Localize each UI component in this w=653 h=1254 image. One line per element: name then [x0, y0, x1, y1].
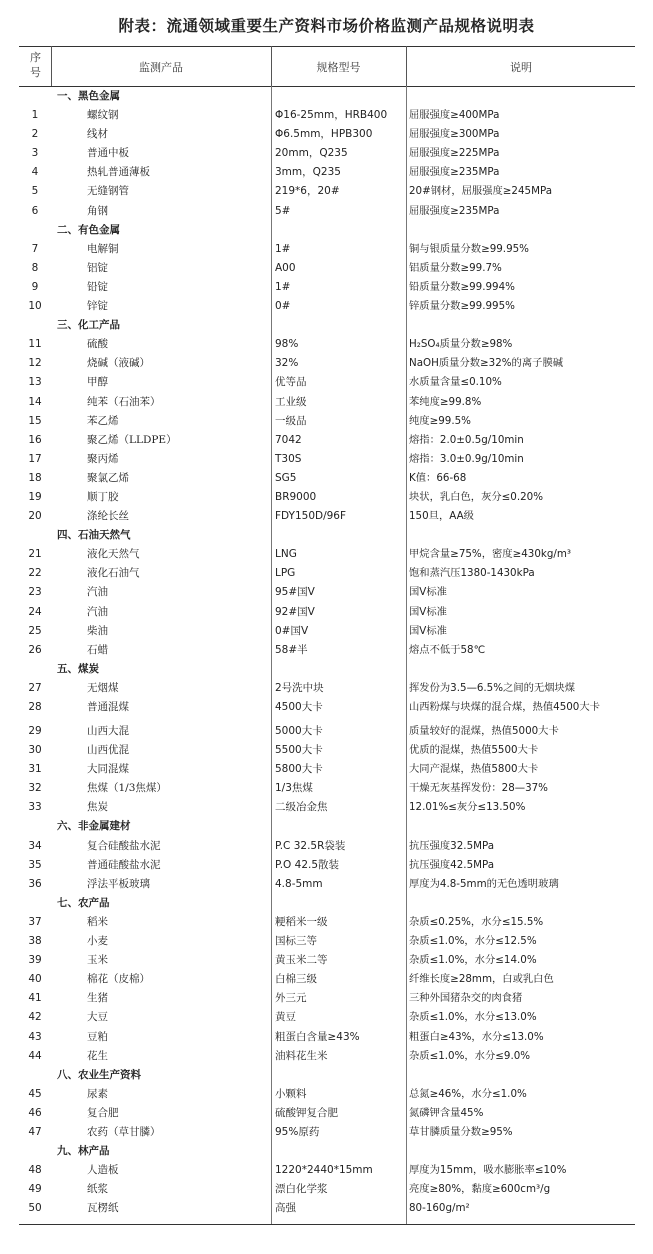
product-name: 石蜡	[87, 643, 108, 656]
spec-value: 1/3焦煤	[275, 782, 313, 795]
spec-value: 20mm，Q235	[275, 147, 348, 160]
description: 熔指：2.0±0.5g/10min	[409, 433, 524, 446]
description: 山西粉煤与块煤的混合煤，热值4500大卡	[409, 701, 600, 713]
table-row	[19, 1085, 635, 1104]
spec-value: 58#半	[275, 643, 308, 656]
table-row	[19, 989, 635, 1008]
row-number: 15	[28, 414, 42, 427]
row-number: 47	[28, 1125, 42, 1138]
row-number: 29	[28, 725, 42, 737]
description: 纤维长度≥28mm，白或乳白色	[409, 973, 554, 986]
product-name: 浮法平板玻璃	[87, 877, 150, 890]
spec-value: 黄豆	[275, 1011, 296, 1024]
product-name: 普通硅酸盐水泥	[87, 858, 161, 871]
category-label: 九、林产品	[57, 1145, 110, 1158]
product-name: 甲醇	[87, 376, 108, 389]
row-number: 19	[28, 490, 42, 503]
spec-value: 4500大卡	[275, 701, 323, 713]
table-row	[19, 240, 635, 259]
table-row	[19, 679, 635, 698]
table-bottom-rule	[19, 1224, 635, 1225]
header-product: 监测产品	[139, 61, 183, 74]
table-row	[19, 354, 635, 373]
spec-value: P.C 32.5R袋装	[275, 839, 346, 852]
table-row	[19, 932, 635, 951]
table-row	[19, 837, 635, 856]
product-name: 聚丙烯	[87, 452, 119, 465]
description: 杂质≤1.0%，水分≤14.0%	[409, 954, 537, 967]
description: 总氮≥46%，水分≤1.0%	[409, 1087, 527, 1100]
description: 抗压强度42.5MPa	[409, 858, 495, 871]
spec-value: 1#	[275, 242, 291, 255]
row-number: 12	[28, 357, 42, 370]
product-name: 聚乙烯（LLDPE）	[87, 433, 177, 446]
row-number: 22	[28, 567, 42, 580]
product-name: 热轧普通薄板	[87, 166, 150, 179]
table-row	[19, 469, 635, 488]
product-name: 硫酸	[87, 338, 108, 351]
spec-value: 0#	[275, 300, 291, 313]
product-name: 液化天然气	[87, 548, 140, 561]
category-label: 三、化工产品	[57, 319, 120, 332]
product-name: 液化石油气	[87, 567, 140, 580]
table-row	[19, 779, 635, 798]
spec-value: 高强	[275, 1202, 296, 1215]
table-row	[19, 1123, 635, 1142]
spec-value: LNG	[275, 548, 297, 561]
header-number-line1: 序	[30, 51, 41, 64]
row-number: 41	[28, 992, 42, 1005]
description: 苯纯度≥99.8%	[409, 395, 482, 408]
row-number: 20	[28, 510, 42, 523]
product-name: 无烟煤	[87, 681, 119, 694]
description: 抗压强度32.5MPa	[409, 839, 495, 852]
header-spec: 规格型号	[316, 61, 361, 74]
product-name: 涤纶长丝	[87, 510, 129, 523]
description: 大同产混煤，热值5800大卡	[409, 763, 539, 776]
row-number: 23	[28, 586, 42, 599]
product-name: 锌锭	[87, 300, 108, 313]
description: 干燥无灰基挥发份：28—37%	[409, 782, 548, 795]
spec-value: 95%原药	[275, 1125, 320, 1138]
product-name: 顺丁胶	[87, 490, 119, 503]
spec-value: 二级冶金焦	[275, 801, 328, 814]
description: 氮磷钾含量45%	[409, 1106, 484, 1119]
spec-value: 219*6，20#	[275, 185, 340, 198]
description: 熔点不低于58℃	[409, 643, 486, 656]
spec-value: BR9000	[275, 490, 317, 503]
row-number: 1	[31, 109, 39, 122]
table-row	[19, 856, 635, 875]
table-row	[19, 393, 635, 412]
spec-value: SG5	[275, 471, 297, 484]
row-number: 38	[28, 935, 42, 948]
product-name: 苯乙烯	[87, 414, 119, 427]
row-number: 13	[28, 376, 42, 389]
row-number: 35	[28, 858, 42, 871]
category-label: 七、农产品	[57, 896, 110, 909]
table-row	[19, 798, 635, 817]
category-row	[19, 1142, 635, 1161]
table-row	[19, 182, 635, 201]
description: 国Ⅴ标准	[409, 605, 447, 618]
product-name: 纯苯（石油苯）	[87, 395, 161, 408]
description: 铅质量分数≥99.994%	[409, 280, 515, 293]
description: NaOH质量分数≥32%的离子膜碱	[409, 357, 564, 370]
description: 挥发份为3.5—6.5%之间的无烟块煤	[409, 681, 576, 694]
spec-value: 32%	[275, 357, 299, 370]
spec-value: 0#国Ⅴ	[275, 624, 309, 637]
row-number: 7	[31, 242, 39, 255]
row-number: 42	[28, 1011, 42, 1024]
description: 优质的混煤，热值5500大卡	[409, 744, 539, 757]
description: 国Ⅴ标准	[409, 624, 447, 637]
product-name: 纸浆	[87, 1183, 108, 1196]
spec-value: 95#国Ⅴ	[275, 586, 315, 599]
description: 纯度≥99.5%	[409, 414, 471, 427]
category-row	[19, 894, 635, 913]
spec-value: Φ6.5mm，HPB300	[275, 128, 373, 141]
spec-value: 7042	[275, 433, 302, 446]
description: 熔指：3.0±0.9g/10min	[409, 452, 524, 465]
category-row	[19, 526, 635, 545]
category-row	[19, 1066, 635, 1085]
spec-value: 5500大卡	[275, 744, 323, 757]
product-name: 普通混煤	[87, 701, 129, 713]
category-row	[19, 660, 635, 679]
table-row	[19, 951, 635, 970]
row-number: 32	[28, 782, 42, 795]
description: 20#钢材，屈服强度≥245MPa	[409, 185, 553, 198]
description: 屈服强度≥300MPa	[409, 128, 500, 141]
description: 亮度≥80%，黏度≥600cm³/g	[409, 1183, 551, 1196]
spec-value: LPG	[275, 567, 296, 580]
row-number: 25	[28, 624, 42, 637]
product-name: 铝锭	[87, 261, 108, 274]
table-row	[19, 545, 635, 564]
product-name: 柴油	[87, 624, 108, 637]
description: K值：66-68	[409, 471, 467, 484]
row-number: 28	[28, 701, 42, 713]
product-name: 大同混煤	[87, 763, 129, 776]
description: 杂质≤1.0%，水分≤12.5%	[409, 935, 537, 948]
row-number: 45	[28, 1087, 42, 1100]
spec-value: 漂白化学浆	[275, 1183, 328, 1196]
table-row	[19, 297, 635, 316]
table-row	[19, 1047, 635, 1066]
row-number: 6	[31, 204, 39, 217]
description: 块状，乳白色，灰分≤0.20%	[409, 490, 544, 503]
product-name: 山西大混	[87, 725, 129, 737]
table-row	[19, 373, 635, 392]
product-name: 花生	[87, 1049, 108, 1062]
row-number: 34	[28, 839, 42, 852]
table-row	[19, 507, 635, 526]
description: 铜与银质量分数≥99.95%	[409, 242, 529, 255]
product-name: 大豆	[87, 1011, 108, 1024]
row-number: 33	[28, 801, 42, 814]
product-name: 普通中板	[87, 147, 129, 160]
header-number	[20, 50, 51, 80]
spec-value: 98%	[275, 338, 299, 351]
description: 杂质≤1.0%，水分≤13.0%	[409, 1011, 537, 1024]
spec-value: 工业级	[275, 395, 307, 408]
description: 杂质≤0.25%，水分≤15.5%	[409, 915, 544, 928]
spec-value: T30S	[275, 452, 302, 465]
row-number: 26	[28, 643, 42, 656]
row-number: 2	[31, 128, 39, 141]
product-name: 无缝钢管	[87, 185, 129, 198]
spec-value: Φ16-25mm，HRB400	[275, 109, 388, 122]
spec-value: 92#国Ⅴ	[275, 605, 315, 618]
table-row	[19, 431, 635, 450]
table-row	[19, 1104, 635, 1123]
spec-value: 5000大卡	[275, 725, 323, 737]
description: 水质量含量≤0.10%	[409, 376, 502, 389]
category-label: 二、有色金属	[57, 223, 120, 236]
description: 饱和蒸汽压1380-1430kPa	[409, 567, 535, 580]
table-row	[19, 1180, 635, 1199]
product-name: 角钢	[87, 204, 108, 217]
row-number: 36	[28, 877, 42, 890]
product-name: 玉米	[87, 954, 108, 967]
row-number: 3	[31, 147, 39, 160]
description: 杂质≤1.0%，水分≤9.0%	[409, 1049, 531, 1062]
header-description: 说明	[510, 61, 532, 74]
description: 国Ⅴ标准	[409, 586, 447, 599]
page-title: 附表：流通领域重要生产资料市场价格监测产品规格说明表	[118, 16, 535, 35]
table-row	[19, 913, 635, 932]
row-number: 8	[31, 261, 39, 274]
row-number: 40	[28, 973, 42, 986]
description: 质量较好的混煤，热值5000大卡	[409, 725, 559, 737]
spec-value: 4.8-5mm	[275, 877, 323, 890]
spec-value: 国标三等	[275, 935, 317, 948]
row-number: 27	[28, 681, 42, 694]
row-number: 11	[28, 338, 42, 351]
category-label: 八、农业生产资料	[57, 1068, 141, 1081]
product-name: 烧碱（液碱）	[87, 357, 150, 370]
header-number-line2: 号	[30, 66, 41, 79]
table-row	[19, 278, 635, 297]
product-name: 瓦楞纸	[87, 1202, 119, 1215]
spec-value: 小颗料	[275, 1087, 307, 1100]
table-row	[19, 970, 635, 989]
row-number: 17	[28, 452, 42, 465]
row-number: 46	[28, 1106, 42, 1119]
product-name: 农药（草甘膦）	[87, 1125, 161, 1138]
spec-value: 3mm，Q235	[275, 166, 341, 179]
spec-value: 外三元	[275, 992, 307, 1005]
product-name: 电解铜	[87, 242, 119, 255]
row-number: 9	[31, 280, 39, 293]
description: 草甘膦质量分数≥95%	[409, 1125, 513, 1138]
product-name: 复合肥	[87, 1106, 119, 1119]
spec-value: 5#	[275, 204, 291, 217]
category-label: 一、黑色金属	[57, 90, 120, 102]
table-row	[19, 722, 635, 741]
product-name: 线材	[87, 128, 108, 141]
product-name: 螺纹钢	[87, 109, 119, 122]
table-row	[19, 875, 635, 894]
product-name: 焦炭	[87, 801, 108, 814]
spec-value: 1#	[275, 280, 291, 293]
table-row	[19, 622, 635, 641]
table-row	[19, 741, 635, 760]
row-number: 10	[28, 300, 42, 313]
table-row	[19, 1161, 635, 1180]
spec-value: 硫酸钾复合肥	[275, 1106, 338, 1119]
spec-value: 粗蛋白含量≥43%	[275, 1030, 360, 1043]
description: 甲烷含量≥75%，密度≥430kg/m³	[409, 548, 571, 561]
spec-value: 2号洗中块	[275, 681, 324, 694]
product-name: 焦煤（1/3焦煤）	[87, 782, 167, 795]
description: 屈服强度≥400MPa	[409, 109, 500, 122]
description: 铝质量分数≥99.7%	[409, 261, 502, 274]
spec-value: 5800大卡	[275, 763, 323, 776]
row-number: 43	[28, 1030, 42, 1043]
row-number: 5	[31, 185, 39, 198]
table-row	[19, 335, 635, 354]
row-number: 4	[31, 166, 39, 179]
table-row	[19, 259, 635, 278]
description: 屈服强度≥225MPa	[409, 147, 500, 160]
table-row	[19, 144, 635, 163]
table-row	[19, 1199, 635, 1218]
spec-value: 油料花生米	[275, 1049, 328, 1062]
product-name: 棉花（皮棉）	[87, 973, 150, 986]
table-row	[19, 163, 635, 182]
row-number: 37	[28, 915, 42, 928]
spec-value: 黄玉米二等	[275, 954, 328, 967]
table-body	[19, 87, 635, 1218]
product-name: 人造板	[87, 1164, 119, 1177]
product-name: 铅锭	[87, 280, 108, 293]
row-number: 49	[28, 1183, 42, 1196]
table-row	[19, 202, 635, 221]
product-name: 生猪	[87, 992, 108, 1005]
table-row	[19, 1008, 635, 1027]
spec-value: 白棉三级	[275, 973, 317, 986]
spec-value: A00	[275, 261, 296, 274]
table-row	[19, 564, 635, 583]
table-row	[19, 1028, 635, 1047]
product-name: 聚氯乙烯	[87, 471, 129, 484]
row-number: 44	[28, 1049, 42, 1062]
description: 厚度为4.8-5mm的无色透明玻璃	[409, 877, 559, 890]
description: 锌质量分数≥99.995%	[409, 300, 515, 313]
spec-value: 优等品	[275, 376, 307, 389]
description: 三种外国猪杂交的肉食猪	[409, 992, 523, 1005]
spec-value: 粳稻米一级	[275, 915, 328, 928]
description: 12.01%≤灰分≤13.50%	[409, 801, 526, 814]
category-label: 四、石油天然气	[57, 529, 131, 542]
spec-value: 1220*2440*15mm	[275, 1164, 373, 1177]
product-name: 小麦	[87, 935, 108, 948]
table-row	[19, 450, 635, 469]
row-number: 16	[28, 433, 42, 446]
row-number: 24	[28, 605, 42, 618]
product-name: 汽油	[87, 586, 108, 599]
category-row	[19, 817, 635, 836]
table-row	[19, 106, 635, 125]
spec-value: FDY150D/96F	[275, 510, 347, 523]
product-name: 尿素	[87, 1087, 108, 1100]
table-row	[19, 760, 635, 779]
category-label: 六、非金属建材	[57, 820, 131, 833]
row-number: 18	[28, 471, 42, 484]
category-label: 五、煤炭	[57, 662, 99, 675]
description: 80-160g/m²	[409, 1202, 470, 1215]
category-row	[19, 316, 635, 335]
row-number: 39	[28, 954, 42, 967]
description: 粗蛋白≥43%，水分≤13.0%	[409, 1030, 544, 1043]
table-top-rule	[19, 46, 635, 47]
description: H₂SO₄质量分数≥98%	[409, 338, 513, 351]
table-row	[19, 412, 635, 431]
product-name: 山西优混	[87, 744, 129, 757]
description: 150旦，AA级	[409, 510, 474, 523]
product-name: 汽油	[87, 605, 108, 618]
row-number: 50	[28, 1202, 42, 1215]
description: 厚度为15mm，吸水膨胀率≤10%	[409, 1164, 567, 1177]
row-number: 31	[28, 763, 42, 776]
description: 屈服强度≥235MPa	[409, 166, 500, 179]
table-row	[19, 641, 635, 660]
spec-value: P.O 42.5散装	[275, 858, 340, 871]
product-name: 复合硅酸盐水泥	[87, 839, 161, 852]
category-row	[19, 87, 635, 106]
row-number: 21	[28, 548, 42, 561]
category-row	[19, 221, 635, 240]
spec-value: 一级品	[275, 414, 307, 427]
table-row	[19, 125, 635, 144]
row-number: 14	[28, 395, 42, 408]
row-number: 30	[28, 744, 42, 757]
table-row	[19, 583, 635, 602]
table-row	[19, 603, 635, 622]
row-number: 48	[28, 1164, 42, 1177]
table-row	[19, 698, 635, 722]
product-name: 稻米	[87, 915, 108, 928]
table-row	[19, 488, 635, 507]
product-name: 豆粕	[87, 1030, 108, 1043]
description: 屈服强度≥235MPa	[409, 204, 500, 217]
